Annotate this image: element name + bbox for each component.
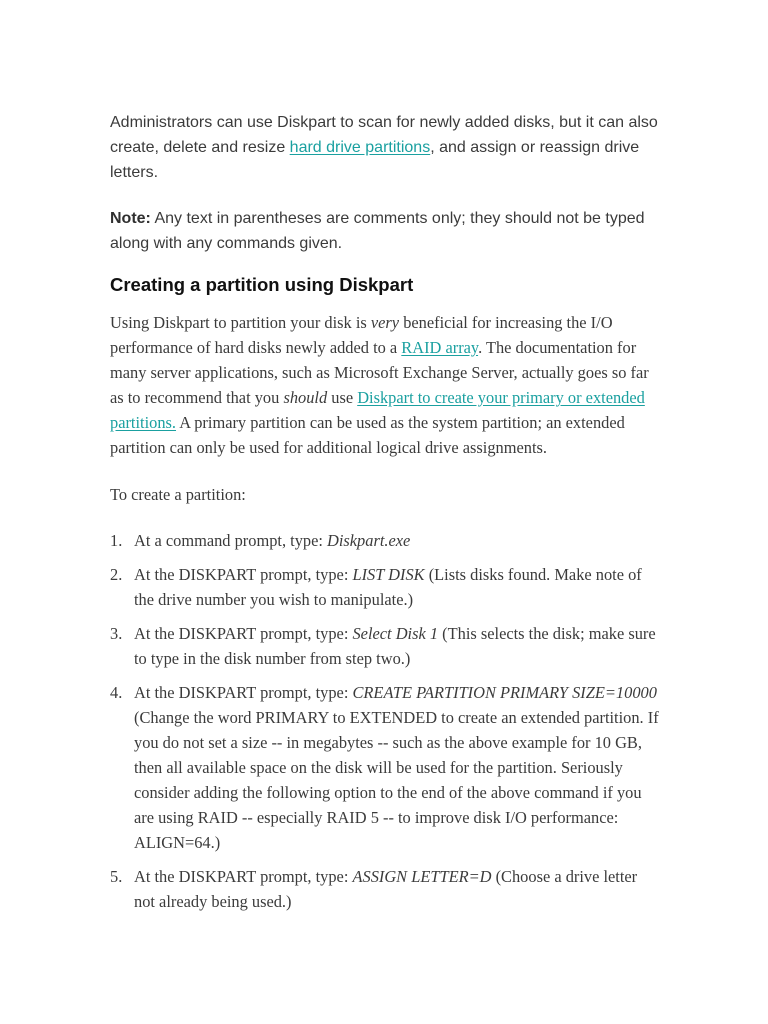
body-text: use [327, 388, 358, 407]
step-number: 4. [110, 683, 123, 702]
section-heading: Creating a partition using Diskpart [110, 274, 414, 295]
intro-text-end: , and assign or reassign drive letters. [110, 139, 640, 181]
step-text: At the DISKPART prompt, type: [134, 624, 353, 643]
step-command: ASSIGN LETTER=D [352, 867, 492, 886]
step-text: At the DISKPART prompt, type: [134, 683, 353, 702]
step-command: LIST DISK [352, 565, 425, 584]
intro-paragraph [110, 110, 662, 185]
note-paragraph [110, 206, 662, 256]
step-command: CREATE PARTITION PRIMARY SIZE=10000 [352, 683, 657, 702]
step-comment: (Change the word PRIMARY to EXTENDED to create an extended partition. If you do not set a size -- in megabytes -- such as the above example for 10 GB, then all available space on the disk will be used for the partition. Seriously consider adding the following option to the end of the above command if you are using RAID -- especially RAID 5 -- to improve disk I/O performance: ALIGN=64.) [134, 708, 659, 852]
step-number: 5. [110, 867, 123, 886]
step-comment: (This selects the disk; make sure to type in the disk number from step two.) [134, 624, 656, 668]
step-command: Select Disk 1 [352, 624, 439, 643]
emphasis-should: should [283, 388, 328, 407]
note-label: Note: [110, 210, 151, 227]
list-item [110, 562, 662, 612]
body-text: . The documentation for many server applications, such as Microsoft Exchange Server, actually goes so far as to recommend that you [110, 338, 649, 407]
step-text: At a command prompt, type: [134, 531, 328, 550]
list-lead: To create a partition: [110, 485, 246, 504]
raid-array-link[interactable]: RAID array [401, 338, 479, 357]
step-text: At the DISKPART prompt, type: [134, 867, 353, 886]
hard-drive-partitions-link[interactable]: hard drive partitions [289, 139, 431, 156]
list-item [110, 528, 662, 553]
step-comment: (Lists disks found. Make note of the drive number you wish to manipulate.) [134, 565, 642, 609]
list-item [110, 680, 662, 855]
diskpart-partitions-link[interactable]: Diskpart to create your primary or extended partitions. [110, 388, 645, 432]
step-number: 3. [110, 624, 123, 643]
body-text: Using Diskpart to partition your disk is [110, 313, 371, 332]
emphasis-very: very [370, 313, 400, 332]
list-item [110, 864, 662, 914]
body-text: A primary partition can be used as the system partition; an extended partition can only be used for additional logical drive assignments. [110, 413, 625, 457]
article [110, 110, 662, 923]
intro-text: Administrators can use Diskpart to scan for newly added disks, but it can also create, delete and resize [110, 114, 658, 156]
body-text: beneficial for increasing the I/O performance of hard disks newly added to a [110, 313, 613, 357]
list-item [110, 621, 662, 671]
note-text: Any text in parentheses are comments only; they should not be typed along with any commands given. [110, 210, 645, 252]
body-paragraph [110, 310, 662, 460]
step-number: 2. [110, 565, 123, 584]
step-command: Diskpart.exe [327, 531, 411, 550]
steps-list [110, 528, 662, 914]
step-text: At the DISKPART prompt, type: [134, 565, 353, 584]
step-number: 1. [110, 531, 123, 550]
step-comment: (Choose a drive letter not already being used.) [134, 867, 638, 911]
